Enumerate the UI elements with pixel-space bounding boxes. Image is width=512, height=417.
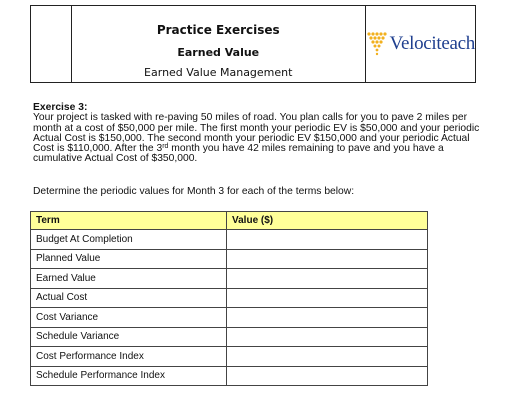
term-cell: Planned Value xyxy=(31,249,227,269)
value-cell[interactable] xyxy=(227,327,428,347)
term-cell: Earned Value xyxy=(31,269,227,289)
table-header-row xyxy=(31,212,428,230)
exercise-instruction: Determine the periodic values for Month 3 for each of the terms below: xyxy=(33,186,355,197)
value-cell[interactable] xyxy=(227,269,428,289)
column-header-value: Value ($) xyxy=(227,212,428,230)
ordinal-suffix: rd xyxy=(162,143,169,151)
terms-table xyxy=(30,211,428,386)
value-cell[interactable] xyxy=(227,308,428,328)
velociteach-v-logo-icon xyxy=(366,30,388,58)
exercise-heading: Exercise 3: xyxy=(33,102,88,113)
table-row xyxy=(31,327,428,347)
value-cell[interactable] xyxy=(227,230,428,250)
term-cell: Actual Cost xyxy=(31,288,227,308)
document-title: Practice Exercises xyxy=(156,23,280,37)
table-row xyxy=(31,366,428,386)
exercise-body-part2: month you have 42 miles remaining to pave and you have a cumulative Actual Cost of $350,000. xyxy=(33,143,444,165)
term-cell: Schedule Variance xyxy=(31,327,227,347)
document-topic: Earned Value Management xyxy=(144,66,293,79)
column-header-term: Term xyxy=(31,212,227,230)
value-cell[interactable] xyxy=(227,288,428,308)
term-cell: Budget At Completion xyxy=(31,230,227,250)
value-cell[interactable] xyxy=(227,249,428,269)
table-row xyxy=(31,288,428,308)
term-cell: Cost Performance Index xyxy=(31,347,227,367)
exercise-body-part1: Your project is tasked with re-paving 50 miles of road. You plan calls for you to pave 2 miles per month at a cost of $50,000 per mile. The first month your periodic EV is $50,000 and your periodic Actual Cost is $150,000. The second month your periodic EV $150,000 and your periodic Actual Cost is $110,000. After the 3 xyxy=(33,112,480,155)
header-logo-cell xyxy=(366,6,475,82)
term-cell: Schedule Performance Index xyxy=(31,366,227,386)
table-row xyxy=(31,249,428,269)
exercise-section xyxy=(33,103,483,165)
document-subtitle: Earned Value xyxy=(177,46,260,59)
table-row xyxy=(31,269,428,289)
table-row xyxy=(31,230,428,250)
table-row xyxy=(31,347,428,367)
header-left-cell xyxy=(31,6,72,82)
exercise-body xyxy=(33,113,483,164)
term-cell: Cost Variance xyxy=(31,308,227,328)
logo-wordmark: Velociteach xyxy=(389,33,475,54)
company-logo xyxy=(366,30,475,58)
value-cell[interactable] xyxy=(227,347,428,367)
table-row xyxy=(31,308,428,328)
document-header xyxy=(30,5,476,83)
header-title-cell xyxy=(72,6,366,82)
value-cell[interactable] xyxy=(227,366,428,386)
